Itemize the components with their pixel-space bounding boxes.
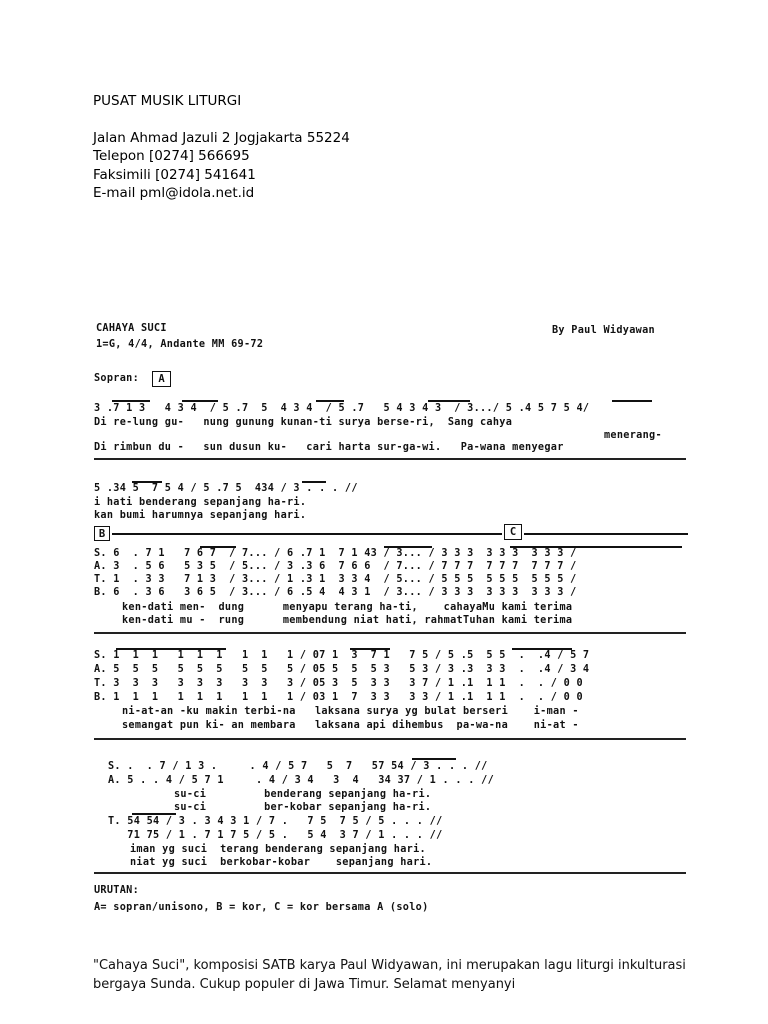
- notes-d-alto: A. 5 . . 4 / 5 7 1 . 4 / 3 4 3 4 34 37 / 1 . . . //: [108, 775, 495, 786]
- beam-line: [612, 400, 652, 402]
- notes-c-soprano: S. 1 1 1 1 1 1 1 1 1 / 07 1 3 7 1 7 5 / 5 .5 5 5 . .4 / 5 7: [94, 650, 590, 661]
- lyric-d-a1: su-ci benderang sepanjang ha-ri.: [174, 789, 432, 800]
- notes-d-soprano: S. . . 7 / 1 3 . . 4 / 5 7 5 7 57 54 / 3 . . . //: [108, 761, 488, 772]
- beam-line: [112, 400, 150, 402]
- separator-line: [94, 872, 686, 874]
- score-sheet: [92, 317, 702, 927]
- notes-d-tenor-1: T. 54 54 / 3 . 3 4 3 1 / 7 . 7 5 7 5 / 5 . . . //: [108, 816, 443, 827]
- beam-line: [132, 813, 176, 815]
- notes-a-2: 5 .34 5 7 5 4 / 5 .7 5 434 / 3 . . . //: [94, 483, 358, 494]
- separator-line: [94, 738, 686, 740]
- notes-b-alto: A. 3 . 5 6 5 3 5 / 5... / 3 .3 6 7 6 6 / 7... / 7 7 7 7 7 7 7 7 7 /: [94, 561, 577, 572]
- notes-b-bass: B. 6 . 3 6 3 6 5 / 3... / 6 .5 4 4 3 1 / 3... / 3 3 3 3 3 3 3 3 3 /: [94, 587, 577, 598]
- lyric-d-t2: niat yg suci berkobar-kobar sepanjang hari.: [130, 857, 433, 868]
- address-line: Jalan Ahmad Jazuli 2 Jogjakarta 55224: [93, 129, 350, 146]
- lyric-a-2a: i hati benderang sepanjang ha-ri.: [94, 497, 307, 508]
- lyric-a-2b: kan bumi harumnya sepanjang hari.: [94, 510, 307, 521]
- soprano-label: Sopran:: [94, 373, 140, 384]
- lyric-b-1: ken-dati men- dung menyapu terang ha-ti, cahayaMu kami terima: [122, 602, 573, 613]
- lyric-d-a2: su-ci ber-kobar sepanjang ha-ri.: [174, 802, 432, 813]
- lyric-a-1a: Di re-lung gu- nung gunung kunan-ti surya berse-ri, Sang cahya: [94, 417, 513, 428]
- beam-line: [412, 758, 456, 760]
- notes-b-tenor: T. 1 . 3 3 7 1 3 / 3... / 1 .3 1 3 3 4 / 5... / 5 5 5 5 5 5 5 5 5 /: [94, 574, 577, 585]
- separator-line: [94, 458, 686, 460]
- notes-d-tenor-2: 71 75 / 1 . 7 1 7 5 / 5 . 5 4 3 7 / 1 . . . //: [108, 830, 443, 841]
- urutan-title: URUTAN:: [94, 885, 140, 896]
- notes-c-tenor: T. 3 3 3 3 3 3 3 3 3 / 05 3 5 3 3 3 7 / 1 .1 1 1 . . / 0 0: [94, 678, 583, 689]
- separator-line: [94, 632, 686, 634]
- score-title: CAHAYA SUCI: [96, 323, 167, 334]
- section-b-rule: [112, 533, 502, 535]
- org-name: PUSAT MUSIK LITURGI: [93, 93, 242, 109]
- lyric-c-1: ni-at-an -ku makin terbi-na laksana surya yg bulat berseri i-man -: [122, 706, 579, 717]
- notes-c-alto: A. 5 5 5 5 5 5 5 5 5 / 05 5 5 5 3 5 3 / 3 .3 3 3 . .4 / 3 4: [94, 664, 590, 675]
- score-composer: By Paul Widyawan: [552, 325, 655, 336]
- beam-line: [182, 400, 218, 402]
- section-c-rule: [524, 533, 688, 535]
- lyric-a-1a-tail: menerang-: [604, 430, 662, 441]
- lyric-a-1b: Di rimbun du - sun dusun ku- cari harta sur-ga-wi. Pa-wana menyegar: [94, 442, 564, 453]
- notes-b-soprano: S. 6 . 7 1 7 6 7 / 7... / 6 .7 1 7 1 43 / 3... / 3 3 3 3 3 3 3 3 3 /: [94, 548, 577, 559]
- section-c-box: C: [504, 524, 522, 540]
- caption-paragraph: "Cahaya Suci", komposisi SATB karya Paul Widyawan, ini merupakan lagu liturgi inkulturasi bergaya Sunda. Cukup populer di Jawa Timur. Selamat menyanyi: [93, 958, 686, 992]
- email-line: E-mail pml@idola.net.id: [93, 185, 255, 201]
- lyric-d-t1: iman yg suci terang benderang sepanjang hari.: [130, 844, 426, 855]
- beam-line: [428, 400, 470, 402]
- notes-a-1: 3 .7 1 3 4 3 4 / 5 .7 5 4 3 4 / 5 .7 5 4 3 4 3 / 3.../ 5 .4 5 7 5 4/: [94, 403, 590, 414]
- section-b-box: B: [94, 526, 110, 541]
- key-tempo: 1=G, 4/4, Andante MM 69-72: [96, 339, 264, 350]
- beam-line: [316, 400, 344, 402]
- urutan-text: A= sopran/unisono, B = kor, C = kor bersama A (solo): [94, 902, 429, 913]
- phone-line: Telepon [0274] 566695: [93, 148, 250, 164]
- notes-c-bass: B. 1 1 1 1 1 1 1 1 1 / 03 1 7 3 3 3 3 / 1 .1 1 1 . . / 0 0: [94, 692, 583, 703]
- contact-header: [93, 92, 350, 203]
- fax-line: Faksimili [0274] 541641: [93, 166, 256, 183]
- section-a-box: A: [152, 371, 171, 387]
- lyric-c-2: semangat pun ki- an membara laksana api dihembus pa-wa-na ni-at -: [122, 720, 579, 731]
- lyric-b-2: ken-dati mu - rung membendung niat hati, rahmatTuhan kami terima: [122, 615, 573, 626]
